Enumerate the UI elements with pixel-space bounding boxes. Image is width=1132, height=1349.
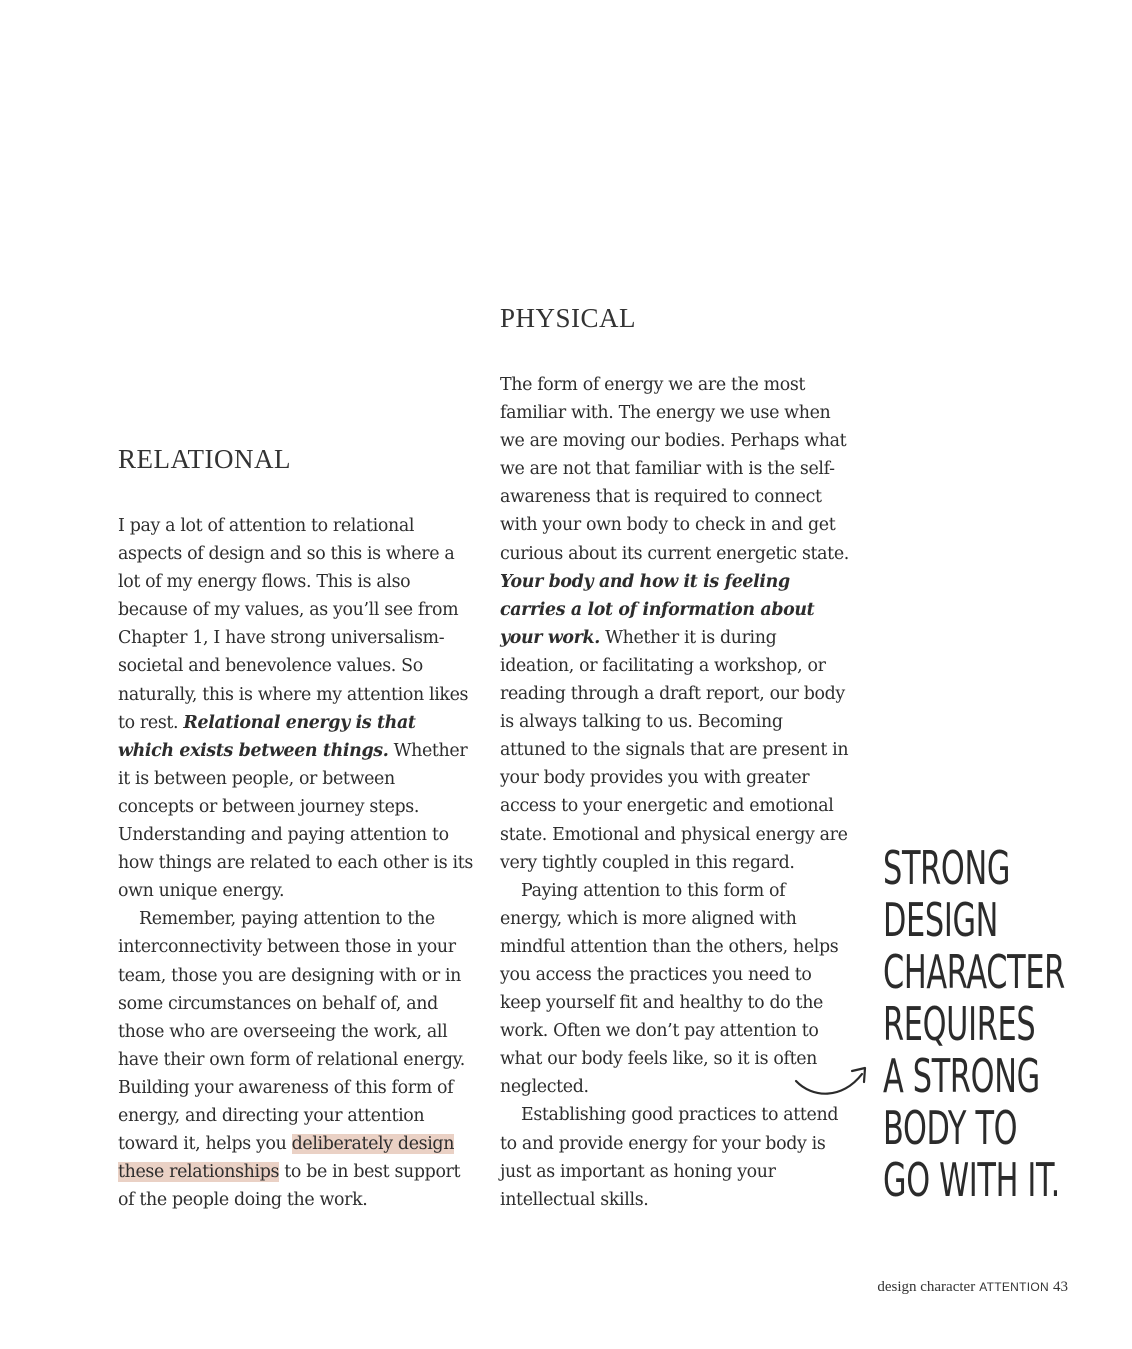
relational-p2-text-a: Remember, paying attention to the interconnectivity between those in your team, those you are designing with or in some circumstances on behalf of, and those who are overseeing the work, all have their own form of relational energy. Building your awareness of this form of energy, and directing your attention toward it, helps you: [118, 909, 465, 1155]
pull-quote-line: BODY TO: [883, 1101, 1018, 1155]
pull-quote-line: A STRONG: [883, 1049, 1040, 1103]
physical-p1-text-b: Whether it is during ideation, or facilitating a workshop, or reading through a draft report, our body is always talking to us. Becoming attuned to the signals that are present in your body provides you with greater access to your energetic and emotional state. Emotional and physical energy are very tightly coupled in this regard.: [500, 627, 849, 873]
pull-quote-line: GO WITH IT.: [883, 1153, 1060, 1207]
pull-quote-line: CHARACTER: [883, 945, 1065, 999]
relational-p1-text-a: I pay a lot of attention to relational aspects of design and so this is where a lot of my energy flows. This is also because of my values, as you’ll see from Chapter 1, I have strong universalism-societal and benevolence values. So naturally, this is where my attention likes to rest.: [118, 516, 469, 733]
relational-column: [118, 512, 474, 1214]
section-heading-relational: RELATIONAL: [118, 444, 291, 474]
pull-quote-line: DESIGN: [883, 893, 999, 947]
section-heading-physical: PHYSICAL: [500, 303, 637, 333]
physical-paragraph-1: [500, 371, 852, 877]
highlighted-text: deliberately design these relationships: [118, 1134, 455, 1183]
physical-p1-text-a: The form of energy we are the most familiar with. The energy we use when we are moving our bodies. Perhaps what we are not that familiar with is the self-awareness that is required to connect with your own body to check in and get curious about its current energetic state.: [500, 375, 849, 564]
pull-quote-line: STRONG: [883, 841, 1011, 895]
relational-paragraph-1: [118, 512, 474, 905]
pull-quote: [883, 842, 1065, 1206]
curved-arrow-icon: [790, 1062, 874, 1108]
pull-quote-line: REQUIRES: [883, 997, 1036, 1051]
physical-emphasis: Your body and how it is feeling carries a lot of information about your work.: [500, 571, 815, 648]
physical-paragraph-2: Paying attention to this form of energy, which is more aligned with mindful attention than the others, helps you access the practices you need to keep yourself fit and healthy to do the work. Often we don’t pay attention to what our body feels like, so it is often neglected.: [500, 880, 839, 1098]
relational-p1-text-b: Whether it is between people, or between concepts or between journey steps. Understanding and paying attention to how things are related to each other is its own unique energy.: [118, 740, 473, 902]
footer-book-title: design character: [877, 1279, 976, 1295]
relational-p2-text-b: to be in best support of the people doing the work.: [118, 1162, 461, 1211]
relational-emphasis: Relational energy is that which exists between things.: [118, 712, 416, 761]
footer-section: ATTENTION: [979, 1280, 1049, 1294]
physical-paragraph-3: Establishing good practices to attend to and provide energy for your body is just as important as honing your intellectual skills.: [500, 1105, 839, 1210]
page-footer: [877, 1279, 1068, 1296]
page-number: 43: [1053, 1279, 1068, 1295]
relational-paragraph-2: [118, 905, 474, 1214]
